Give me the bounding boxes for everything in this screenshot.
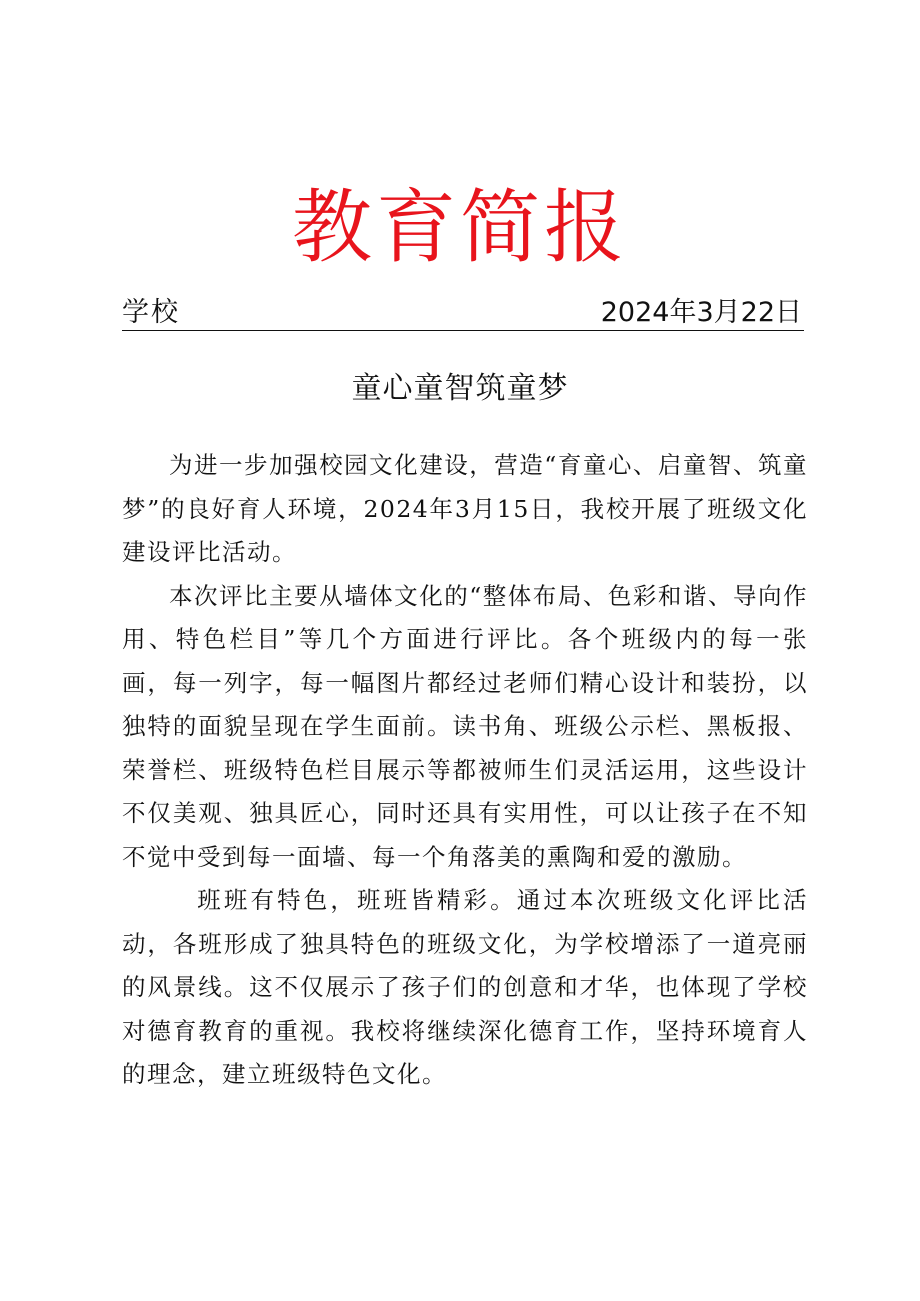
article-title: 童心童智筑童梦 xyxy=(351,371,569,406)
issue-date: 2024年3月22日 xyxy=(600,297,802,328)
article-paragraph-2: 本次评比主要从墙体文化的“整体布局、色彩和谐、导向作用、特色栏目”等几个方面进行评比。各个班级内的每一张画，每一列字，每一幅图片都经过老师们精心设计和装扮，以独特的面貌呈现在学生面前。读书角、班级公示栏、黑板报、荣誉栏、班级特色栏目展示等都被师生们灵活运用，这些设计不仅美观、独具匠心，同时还具有实用性，可以让孩子在不知不觉中受到每一面墙、每一个角落美的熏陶和爱的激励。 xyxy=(122,581,808,871)
header-meta-line xyxy=(122,296,804,331)
article-paragraph-3: 班班有特色，班班皆精彩。通过本次班级文化评比活动，各班形成了独具特色的班级文化，为学校增添了一道亮丽的风景线。这不仅展示了孩子们的创意和才华，也体现了学校对德育教育的重视。我校将继续深化德育工作，坚持环境育人的理念，建立班级特色文化。 xyxy=(122,886,808,1088)
article-body xyxy=(122,444,808,1097)
article-paragraph-1: 为进一步加强校园文化建设，营造“育童心、启童智、筑童梦”的良好育人环境，2024年3月15日，我校开展了班级文化建设评比活动。 xyxy=(122,451,808,566)
school-label: 学校 xyxy=(122,297,180,328)
bulletin-masthead: 教育简报 xyxy=(292,181,628,274)
